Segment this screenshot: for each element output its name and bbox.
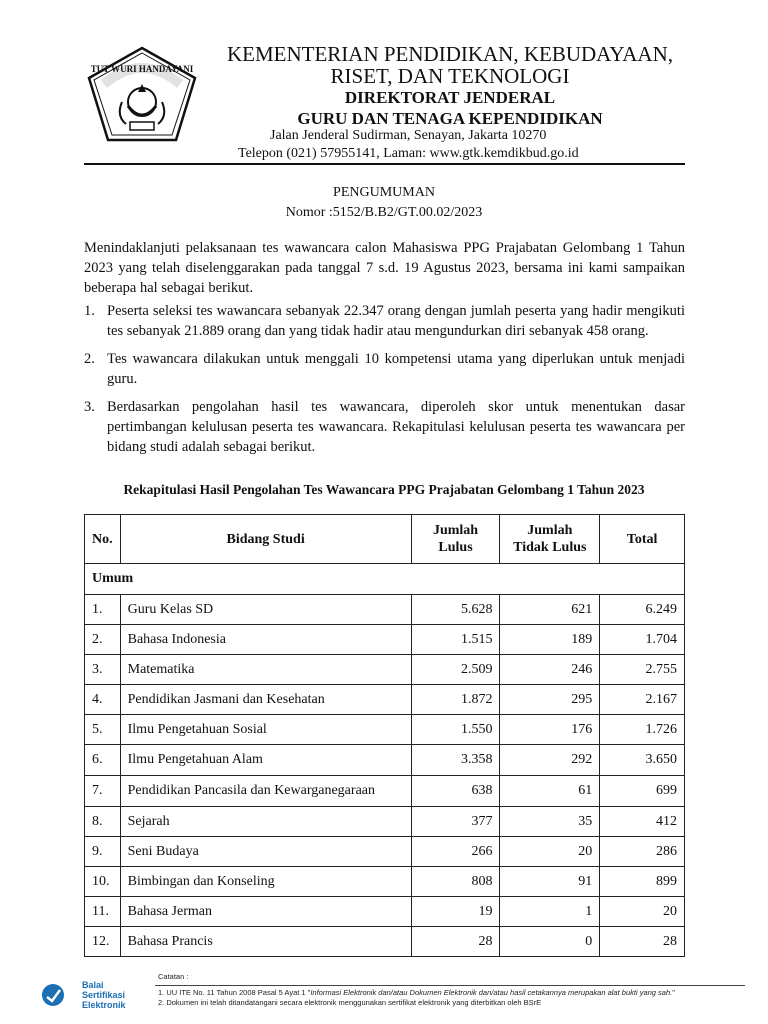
note-2: 2. Dokumen ini telah ditandatangani secara elektronik menggunakan sertifikat elektronik yang diterbitkan oleh BSrE [158,998,542,1007]
point-text: Berdasarkan pengolahan hasil tes wawancara, diperoleh skor untuk menentukan dasar pertimbangan kelulusan peserta tes wawancara. Rekapitulasi kelulusan peserta tes wawancara per bidang studi adalah sebagai berikut. [107,399,685,455]
announcement-intro: Menindaklanjuti pelaksanaan tes wawancara calon Mahasiswa PPG Prajabatan Gelombang 1 Tahun 2023 yang telah diselenggarakan pada tanggal 7 s.d. 19 Agustus 2023, bersama ini kami sampaikan beberapa hal sebagai berikut. [84,240,685,296]
table-row [85,837,685,867]
cell-pass: 266 [411,837,500,867]
table-row [85,897,685,927]
cell-no: 10. [85,867,121,897]
header-fail: Jumlah Tidak Lulus [500,515,600,564]
cell-fail: 295 [500,685,600,715]
bsre-text: Balai Sertifikasi Elektronik [82,980,126,1010]
cell-total: 1.704 [600,625,685,655]
cell-fail: 621 [500,595,600,625]
cell-pass: 377 [411,807,500,837]
point-number: 1. [84,303,95,319]
cell-pass: 1.515 [411,625,500,655]
cell-total: 412 [600,807,685,837]
cell-total: 6.249 [600,595,685,625]
cell-field: Matematika [120,655,411,685]
logo-motto: TUT WURI HANDAYANI [90,64,194,74]
note-1: 1. UU ITE No. 11 Tahun 2008 Pasal 5 Ayat 1 "Informasi Elektronik dan/atau Dokumen Elektronik dan/atau hasil cetakannya merupakan alat bukti yang sah." [158,988,675,997]
cell-fail: 20 [500,837,600,867]
list-item [84,349,685,389]
table-row [85,776,685,807]
header-total: Total [600,515,685,564]
cell-fail: 176 [500,715,600,745]
table-row [85,655,685,685]
cell-pass: 2.509 [411,655,500,685]
cell-field: Pendidikan Pancasila dan Kewarganegaraan [120,776,411,807]
header-field: Bidang Studi [120,515,411,564]
announcement-points [84,301,685,457]
announcement-title: PENGUMUMAN [333,185,435,200]
point-number: 2. [84,351,95,367]
cell-total: 1.726 [600,715,685,745]
directorate-line-1: DIREKTORAT JENDERAL [344,88,556,107]
cell-total: 28 [600,927,685,957]
cell-fail: 61 [500,776,600,807]
table-row [85,685,685,715]
cell-total: 20 [600,897,685,927]
directorate-line-2: GURU DAN TENAGA KEPENDIDIKAN [297,109,603,128]
cell-field: Bahasa Indonesia [120,625,411,655]
cell-field: Bahasa Prancis [120,927,411,957]
cell-no: 6. [85,745,121,776]
cell-no: 4. [85,685,121,715]
cell-field: Pendidikan Jasmani dan Kesehatan [120,685,411,715]
cell-field: Seni Budaya [120,837,411,867]
footer-notes [158,974,675,1008]
cell-fail: 91 [500,867,600,897]
cell-total: 899 [600,867,685,897]
table-row [85,927,685,957]
cell-fail: 189 [500,625,600,655]
cell-no: 12. [85,927,121,957]
cell-fail: 0 [500,927,600,957]
cell-no: 2. [85,625,121,655]
notes-label: Catatan : [158,972,189,981]
point-text: Tes wawancara dilakukan untuk menggali 10 kompetensi utama yang diperlukan untuk menjadi guru. [107,351,685,387]
cell-no: 9. [85,837,121,867]
category-label: Umum [85,564,685,595]
cell-field: Bimbingan dan Konseling [120,867,411,897]
cell-total: 286 [600,837,685,867]
table-header-row [85,515,685,564]
cell-pass: 3.358 [411,745,500,776]
cell-pass: 28 [411,927,500,957]
cell-field: Ilmu Pengetahuan Sosial [120,715,411,745]
cell-no: 7. [85,776,121,807]
point-number: 3. [84,399,95,415]
cell-total: 699 [600,776,685,807]
recap-table [84,514,685,957]
ministry-line-2: RISET, DAN TEKNOLOGI [330,64,570,88]
cell-pass: 1.872 [411,685,500,715]
cell-pass: 638 [411,776,500,807]
header-pass: Jumlah Lulus [411,515,500,564]
list-item [84,397,685,457]
cell-fail: 292 [500,745,600,776]
table-category-row [85,564,685,595]
cell-field: Bahasa Jerman [120,897,411,927]
cell-no: 1. [85,595,121,625]
announcement-number: Nomor :5152/B.B2/GT.00.02/2023 [285,205,483,220]
table-row [85,625,685,655]
ministry-line-1: KEMENTERIAN PENDIDIKAN, KEBUDAYAAN, [226,42,674,66]
tut-wuri-handayani-logo [82,44,202,144]
cell-no: 5. [85,715,121,745]
cell-field: Guru Kelas SD [120,595,411,625]
cell-pass: 5.628 [411,595,500,625]
cell-field: Ilmu Pengetahuan Alam [120,745,411,776]
cell-pass: 1.550 [411,715,500,745]
cell-total: 2.167 [600,685,685,715]
list-item [84,301,685,341]
point-text: Peserta seleksi tes wawancara sebanyak 22.347 orang dengan jumlah peserta yang hadir mengikuti tes sebanyak 21.889 orang dan yang tidak hadir atau mengundurkan diri sebanyak 458 orang. [107,303,685,339]
letterhead-contact: Telepon (021) 57955141, Laman: www.gtk.kemdikbud.go.id [238,146,579,161]
letterhead [210,43,690,129]
cell-fail: 246 [500,655,600,685]
table-row [85,715,685,745]
table-row [85,745,685,776]
cell-field: Sejarah [120,807,411,837]
table-row [85,867,685,897]
cell-total: 2.755 [600,655,685,685]
table-row [85,807,685,837]
cell-pass: 808 [411,867,500,897]
table-caption: Rekapitulasi Hasil Pengolahan Tes Wawancara PPG Prajabatan Gelombang 1 Tahun 2023 [123,482,645,497]
table-row [85,595,685,625]
cell-no: 3. [85,655,121,685]
header-no: No. [85,515,121,564]
cell-total: 3.650 [600,745,685,776]
cell-fail: 1 [500,897,600,927]
cell-fail: 35 [500,807,600,837]
cell-no: 11. [85,897,121,927]
letterhead-address: Jalan Jenderal Sudirman, Senayan, Jakarta 10270 [270,128,547,143]
cell-no: 8. [85,807,121,837]
letterhead-divider [84,163,685,165]
cell-pass: 19 [411,897,500,927]
